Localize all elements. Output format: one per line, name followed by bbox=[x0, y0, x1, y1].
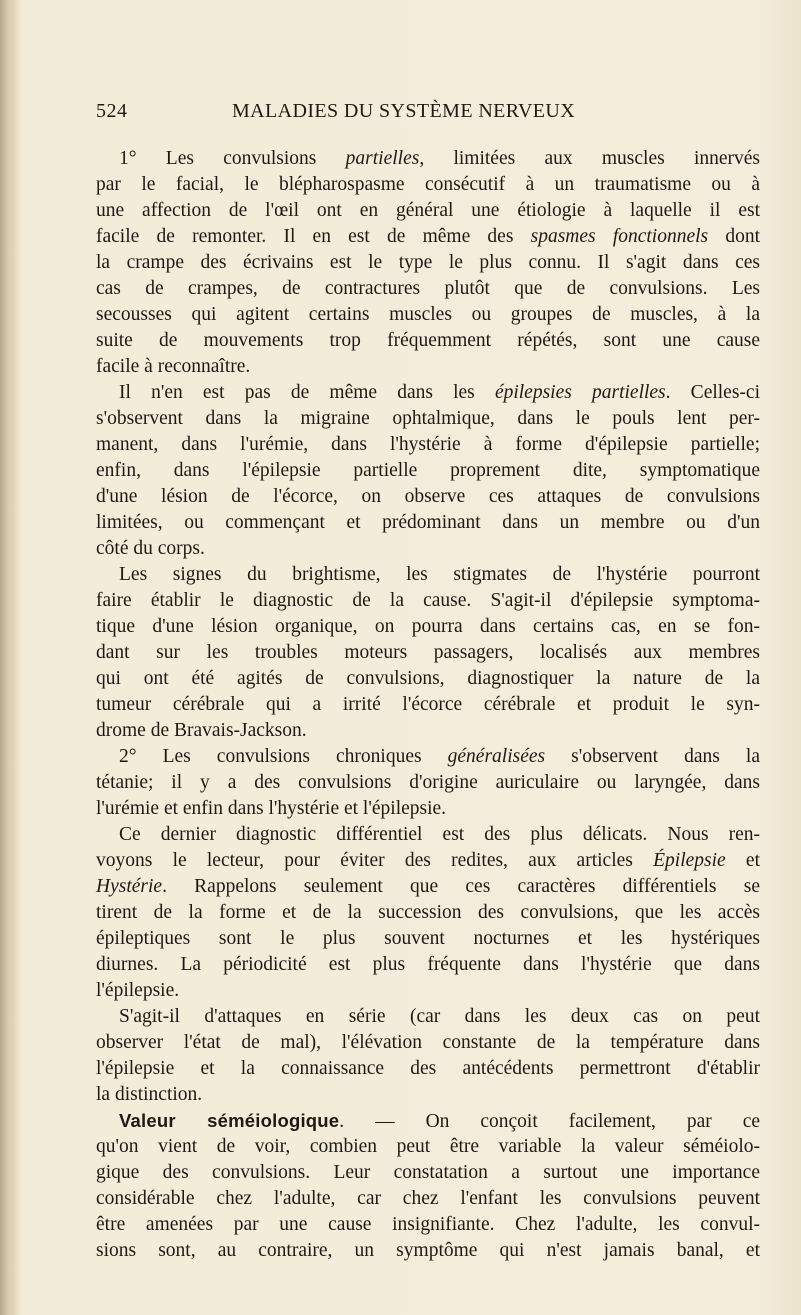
text-run: s'observent dans la bbox=[545, 746, 761, 767]
section-heading: Valeur séméiologique bbox=[119, 1110, 340, 1131]
text-run: l'urémie et enfin dans l'hystérie et l'épilepsie. bbox=[96, 798, 447, 819]
text-line bbox=[96, 952, 760, 978]
text-run: la distinction. bbox=[96, 1084, 203, 1105]
text-line bbox=[96, 146, 760, 172]
text-run: tétanie; il y a des convulsions d'origine auriculaire ou laryngée, dans bbox=[96, 772, 760, 793]
text-line bbox=[96, 484, 760, 510]
text-line bbox=[96, 770, 760, 796]
text-run: tirent de la forme et de la succession des convulsions, que les accès bbox=[96, 902, 760, 923]
text-line bbox=[96, 874, 760, 900]
text-line bbox=[96, 1004, 760, 1030]
text-run: enfin, dans l'épilepsie partielle proprement dite, symptomatique bbox=[96, 460, 760, 481]
text-line bbox=[96, 900, 760, 926]
page-number: 524 bbox=[96, 100, 128, 122]
text-run: Il n'en est pas de même dans les bbox=[119, 382, 495, 403]
text-line bbox=[96, 1108, 760, 1134]
text-line bbox=[96, 588, 760, 614]
text-run: qu'on vient de voir, combien peut être variable la valeur séméiolo- bbox=[96, 1136, 760, 1157]
text-line bbox=[96, 458, 760, 484]
text-run: limitées, ou commençant et prédominant dans un membre ou d'un bbox=[96, 512, 760, 533]
text-line bbox=[96, 1238, 760, 1264]
text-run: . Celles-ci bbox=[665, 382, 760, 403]
text-line bbox=[96, 302, 760, 328]
text-line bbox=[96, 1030, 760, 1056]
text-run: , limitées aux muscles innervés bbox=[419, 148, 761, 169]
text-run: drome de Bravais-Jackson. bbox=[96, 720, 307, 741]
text-line bbox=[96, 198, 760, 224]
body-text bbox=[96, 146, 760, 1264]
text-line bbox=[96, 328, 760, 354]
text-run: l'épilepsie. bbox=[96, 980, 180, 1001]
text-line bbox=[96, 380, 760, 406]
text-run: manent, dans l'urémie, dans l'hystérie à forme d'épilepsie partielle; bbox=[96, 434, 760, 455]
text-line bbox=[96, 1134, 760, 1160]
running-header bbox=[96, 100, 756, 130]
text-line bbox=[96, 536, 760, 562]
text-line bbox=[96, 822, 760, 848]
text-run: tumeur cérébrale qui a irrité l'écorce cérébrale et produit le syn- bbox=[96, 694, 760, 715]
text-run: être amenées par une cause insignifiante. Chez l'adulte, les convul- bbox=[96, 1214, 760, 1235]
italic-term: Hystérie bbox=[96, 876, 163, 897]
text-run: facile de remonter. Il en est de même des bbox=[96, 226, 531, 247]
text-line bbox=[96, 978, 760, 1004]
text-run: et bbox=[725, 850, 760, 871]
italic-term: Épilepsie bbox=[653, 850, 726, 871]
text-line bbox=[96, 718, 760, 744]
text-run: suite de mouvements trop fréquemment répétés, sont une cause bbox=[96, 330, 760, 351]
text-run: voyons le lecteur, pour éviter des redites, aux articles bbox=[96, 850, 654, 871]
text-line bbox=[96, 1212, 760, 1238]
text-run: 2° Les convulsions chroniques bbox=[119, 746, 448, 767]
text-line bbox=[96, 640, 760, 666]
text-run: côté du corps. bbox=[96, 538, 205, 559]
text-run: cas de crampes, de contractures plutôt que de convulsions. Les bbox=[96, 278, 760, 299]
text-line bbox=[96, 1186, 760, 1212]
text-run: Les signes du brightisme, les stigmates de l'hystérie pourront bbox=[119, 564, 760, 585]
text-run: l'épilepsie et la connaissance des antécédents permettront d'établir bbox=[96, 1058, 760, 1079]
text-line bbox=[96, 848, 760, 874]
text-run: . — On conçoit facilement, par ce bbox=[339, 1111, 761, 1132]
italic-term: partielles bbox=[345, 148, 420, 169]
italic-term: généralisées bbox=[447, 746, 546, 767]
text-line bbox=[96, 692, 760, 718]
text-line bbox=[96, 276, 760, 302]
text-run: secousses qui agitent certains muscles ou groupes de muscles, à la bbox=[96, 304, 760, 325]
text-line bbox=[96, 744, 760, 770]
text-run: considérable chez l'adulte, car chez l'enfant les convulsions peuvent bbox=[96, 1188, 760, 1209]
text-line bbox=[96, 614, 760, 640]
text-run: S'agit-il d'attaques en série (car dans les deux cas on peut bbox=[119, 1006, 760, 1027]
text-line bbox=[96, 926, 760, 952]
text-run: qui ont été agités de convulsions, diagnostiquer la nature de la bbox=[96, 668, 760, 689]
text-line bbox=[96, 172, 760, 198]
text-run: une affection de l'œil ont en général une étiologie à laquelle il est bbox=[96, 200, 760, 221]
text-line bbox=[96, 1056, 760, 1082]
text-run: faire établir le diagnostic de la cause. S'agit-il d'épilepsie symptoma- bbox=[96, 590, 760, 611]
text-line bbox=[96, 510, 760, 536]
text-line bbox=[96, 562, 760, 588]
text-run: dant sur les troubles moteurs passagers, localisés aux membres bbox=[96, 642, 760, 663]
text-run: facile à reconnaître. bbox=[96, 356, 251, 377]
text-run: dont bbox=[708, 226, 760, 247]
text-run: épileptiques sont le plus souvent nocturnes et les hystériques bbox=[96, 928, 760, 949]
text-run: . Rappelons seulement que ces caractères différentiels se bbox=[162, 876, 760, 897]
text-line bbox=[96, 432, 760, 458]
text-line bbox=[96, 354, 760, 380]
text-run: gique des convulsions. Leur constatation a surtout une importance bbox=[96, 1162, 760, 1183]
text-line bbox=[96, 1160, 760, 1186]
text-line bbox=[96, 250, 760, 276]
text-run: d'une lésion de l'écorce, on observe ces attaques de convulsions bbox=[96, 486, 760, 507]
text-run: sions sont, au contraire, un symptôme qui n'est jamais banal, et bbox=[96, 1240, 760, 1261]
italic-term: épilepsies partielles bbox=[494, 382, 666, 403]
text-run: s'observent dans la migraine ophtalmique, dans le pouls lent per- bbox=[96, 408, 760, 429]
text-run: la crampe des écrivains est le type le plus connu. Il s'agit dans ces bbox=[96, 252, 760, 273]
text-line bbox=[96, 224, 760, 250]
text-run: diurnes. La périodicité est plus fréquente dans l'hystérie que dans bbox=[96, 954, 760, 975]
text-run: 1° Les convulsions bbox=[119, 148, 346, 169]
page-gutter-shadow bbox=[0, 0, 22, 1315]
text-run: observer l'état de mal), l'élévation constante de la température dans bbox=[96, 1032, 760, 1053]
text-run: tique d'une lésion organique, on pourra dans certains cas, en se fon- bbox=[96, 616, 760, 637]
text-line bbox=[96, 1082, 760, 1108]
text-line bbox=[96, 796, 760, 822]
italic-term: spasmes fonctionnels bbox=[530, 226, 709, 247]
text-line bbox=[96, 666, 760, 692]
running-title: MALADIES DU SYSTÈME NERVEUX bbox=[232, 100, 576, 122]
text-line bbox=[96, 406, 760, 432]
text-run: par le facial, le blépharospasme consécutif à un traumatisme ou à bbox=[96, 174, 760, 195]
text-run: Ce dernier diagnostic différentiel est des plus délicats. Nous ren- bbox=[119, 824, 760, 845]
